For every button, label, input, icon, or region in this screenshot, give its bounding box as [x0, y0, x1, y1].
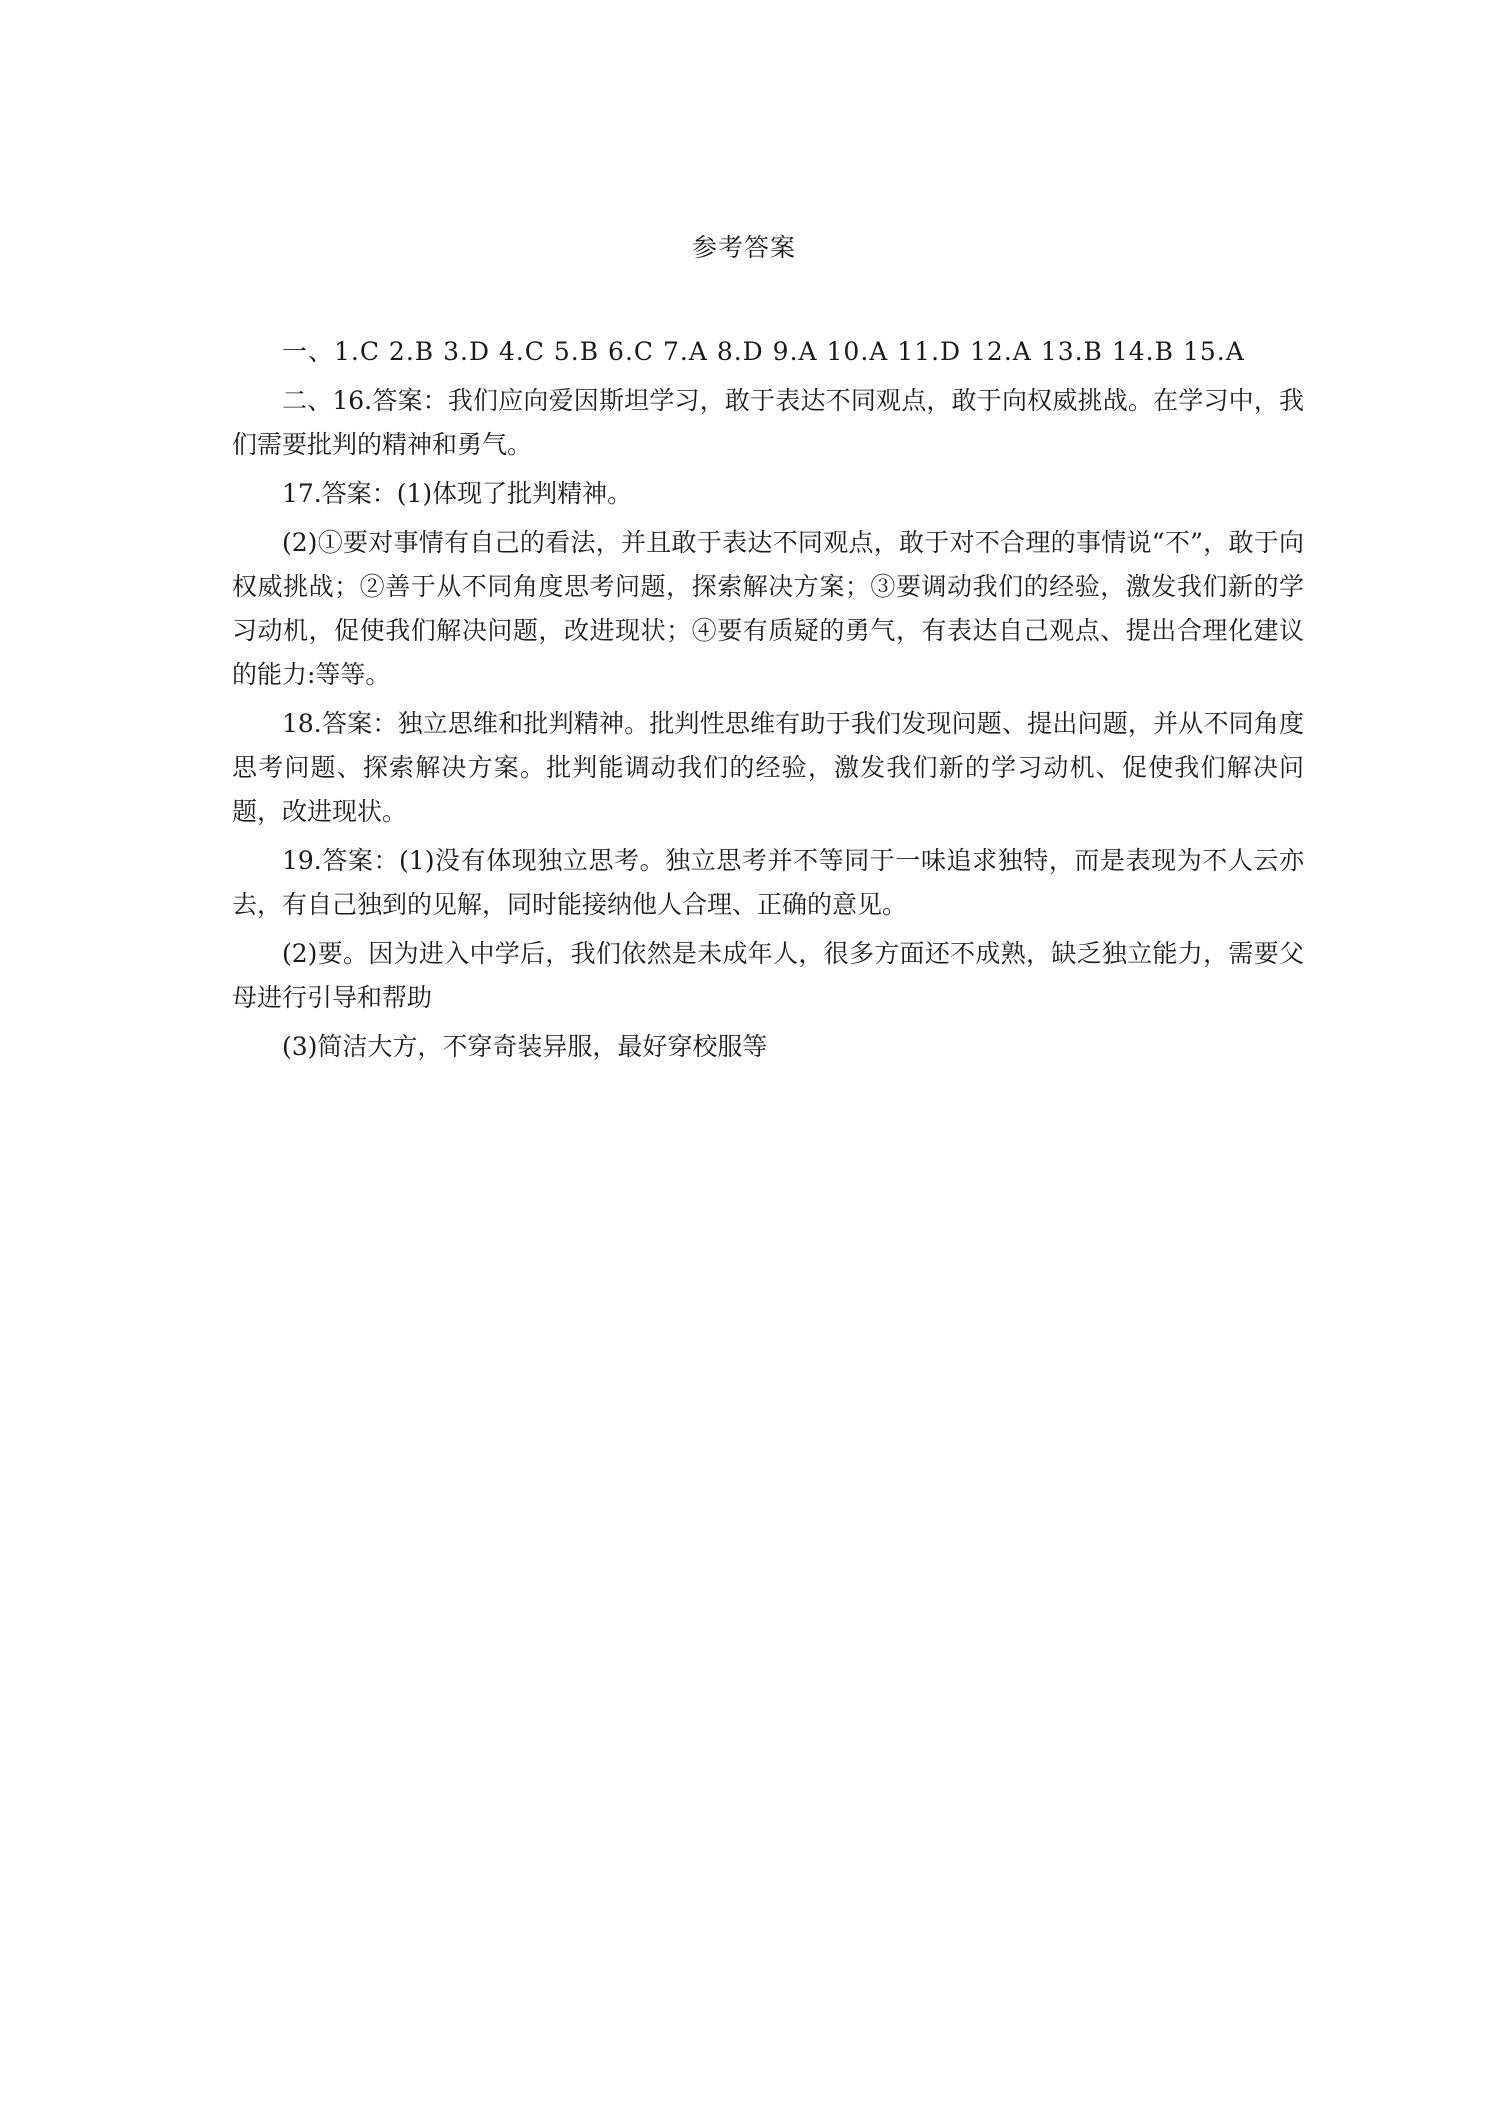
answer-19-part-3: (3)简洁大方，不穿奇装异服，最好穿校服等	[282, 1032, 768, 1061]
answer-16: 二、16.答案：我们应向爱因斯坦学习，敢于表达不同观点，敢于向权威挑战。在学习中，我们需要批判的精神和勇气。	[232, 386, 1304, 459]
multiple-choice-answers: 一、1.C 2.B 3.D 4.C 5.B 6.C 7.A 8.D 9.A 10.A 11.D 12.A 13.B 14.B 15.A	[282, 337, 1245, 366]
answer-19-part-2: (2)要。因为进入中学后，我们依然是未成年人，很多方面还不成熟，缺乏独立能力，需要父母进行引导和帮助	[232, 939, 1304, 1012]
answer-18: 18.答案：独立思维和批判精神。批判性思维有助于我们发现问题、提出问题，并从不同角度思考问题、探索解决方案。批判能调动我们的经验，激发我们新的学习动机、促使我们解决问题，改进现状。	[232, 709, 1304, 826]
answer-17-part-2: (2)①要对事情有自己的看法，并且敢于表达不同观点，敢于对不合理的事情说“不”，敢于向权威挑战；②善于从不同角度思考问题，探索解决方案；③要调动我们的经验，激发我们新的学习动机，促使我们解决问题，改进现状；④要有质疑的勇气，有表达自己观点、提出合理化建议的能力:等等。	[232, 528, 1304, 689]
answer-17-part-1: 17.答案：(1)体现了批判精神。	[282, 479, 633, 508]
answer-19-part-1: 19.答案：(1)没有体现独立思考。独立思考并不等同于一味追求独特，而是表现为不人云亦去，有自己独到的见解，同时能接纳他人合理、正确的意见。	[232, 846, 1304, 919]
page-title: 参考答案	[691, 233, 796, 262]
answer-body	[232, 330, 1304, 1074]
